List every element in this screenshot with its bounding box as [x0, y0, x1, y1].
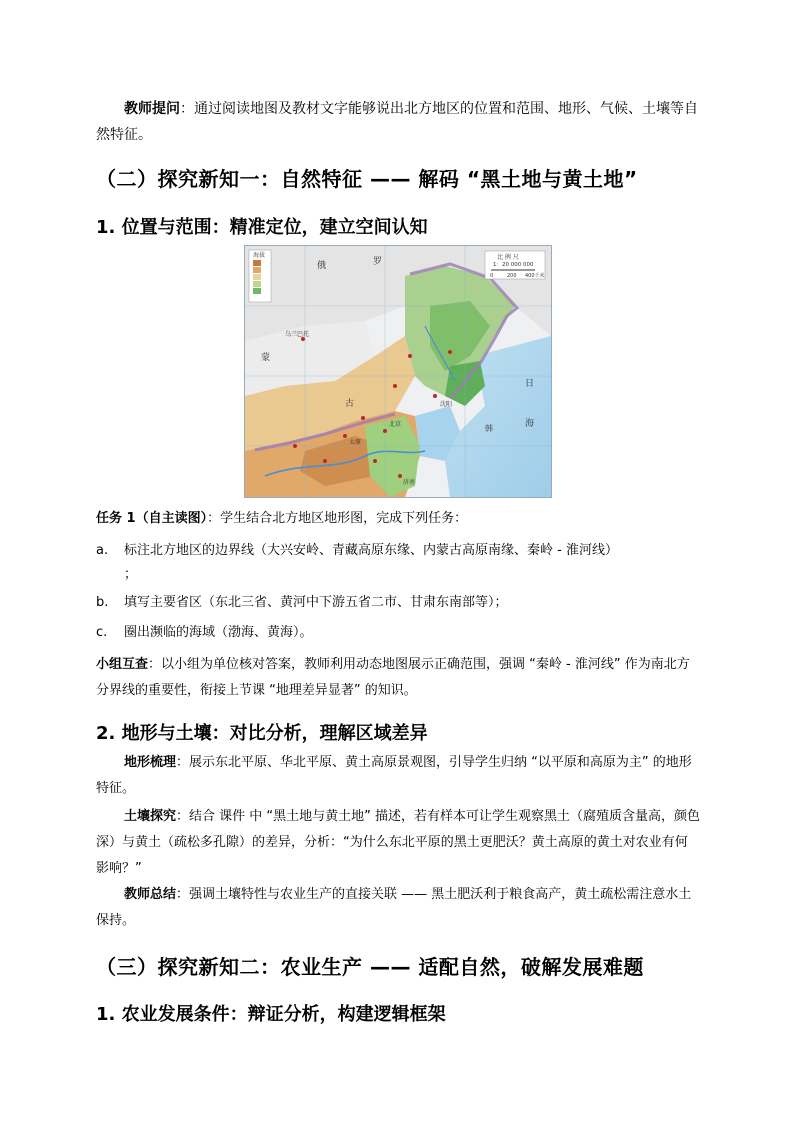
list-text-c: 圈出濒临的海域（渤海、黄海）。	[124, 625, 313, 640]
north-china-terrain-map	[244, 245, 552, 498]
map-label-mongolia: 蒙	[261, 353, 271, 363]
list-text-a: 标注北方地区的边界线（大兴安岭、青藏高原东缘、内蒙古高原南缘、秦岭 - 淮河线）	[124, 543, 618, 558]
map-elev-title: 海拔	[253, 252, 266, 259]
map-scale-text: 1：20 000 000	[493, 262, 534, 268]
terrain-text: ：展示东北平原、华北平原、黄土高原景观图，引导学生归纳 “以平原和高原为主” 的地形特征。	[96, 755, 692, 796]
group-label: 小组互查	[96, 657, 149, 672]
terrain-paragraph	[96, 750, 700, 802]
list-item-a	[96, 540, 700, 562]
group-text: ：以小组为单位核对答案，教师利用动态地图展示正确范围，强调 “秦岭 - 淮河线” 作为南北方分界线的重要性，衔接上节课 “地理差异显著” 的知识。	[96, 657, 690, 698]
map-label-taiyuan: 太原	[349, 439, 362, 446]
map-label-shenyang: 沈阳	[440, 401, 453, 408]
task1-label: 任务 1（自主读图）	[96, 511, 208, 526]
list-item-b	[96, 592, 700, 614]
intro-text: ：通过阅读地图及教材文字能够说出北方地区的位置和范围、地形、气候、土壤等自然特征。	[96, 101, 698, 143]
task1-text: ：学生结合北方地区地形图，完成下列任务：	[207, 511, 468, 526]
map-label-ulaanbaatar: 乌兰巴托	[285, 331, 310, 338]
map-label-russia: 俄	[317, 261, 327, 271]
map-label-jinan: 济南	[403, 479, 416, 486]
map-label-japan-sea: 日	[525, 379, 535, 389]
map-scale-200: 200	[507, 273, 517, 279]
list-text-b: 填写主要省区（东北三省、黄河中下游五省二市、甘肃东南部等）；	[124, 595, 508, 610]
summary-text: ：强调土壤特性与农业生产的直接关联 —— 黑土肥沃利于粮食高产，黄土疏松需注意水土保持。	[96, 887, 692, 928]
intro-paragraph	[96, 96, 700, 148]
task1-paragraph	[96, 508, 700, 530]
subsection-heading-terrain: 2. 地形与土壤：对比分析，理解区域差异	[96, 723, 428, 744]
section-heading-3: （三）探究新知二：农业生产 —— 适配自然，破解发展难题	[96, 955, 644, 979]
soil-label: 土壤探究	[124, 809, 177, 824]
map-label-russia2: 罗	[373, 257, 383, 267]
map-legend-title: 比 例 尺	[497, 254, 519, 261]
list-item-a-cont: ；	[124, 567, 138, 582]
map-label-beijing: 北京	[389, 421, 402, 428]
terrain-label: 地形梳理	[124, 755, 177, 770]
list-item-c	[96, 622, 700, 644]
summary-paragraph	[96, 882, 700, 934]
section-heading-2: （二）探究新知一：自然特征 —— 解码 “黑土地与黄土地”	[96, 167, 638, 191]
map-label-mongolia2: 古	[345, 399, 355, 409]
subsection-heading-position: 1. 位置与范围：精准定位，建立空间认知	[96, 217, 428, 238]
map-image	[245, 246, 551, 497]
map-scale-400: 400千米	[525, 273, 545, 279]
soil-paragraph	[96, 804, 700, 882]
soil-text: ：结合 课件 中 “黑土地与黄土地” 描述，若有样本可让学生观察黑土（腐殖质含量高，颜色深）与黄土（疏松多孔隙）的差异，分析：“为什么东北平原的黑土更肥沃？黄土高原的黄土对农业有何影响？”	[96, 809, 701, 876]
group-check-paragraph	[96, 652, 700, 704]
intro-lead: 教师提问	[124, 101, 180, 117]
map-label-sea: 海	[525, 419, 535, 429]
map-scale-0: 0	[490, 273, 494, 279]
list-marker-a: a.	[96, 543, 109, 558]
subsection-heading-agri: 1. 农业发展条件：辩证分析，构建逻辑框架	[96, 1004, 446, 1025]
summary-label: 教师总结	[124, 887, 177, 902]
list-marker-b: b.	[96, 595, 109, 610]
map-label-korea: 韩	[485, 424, 493, 433]
list-marker-c: c.	[96, 625, 108, 640]
